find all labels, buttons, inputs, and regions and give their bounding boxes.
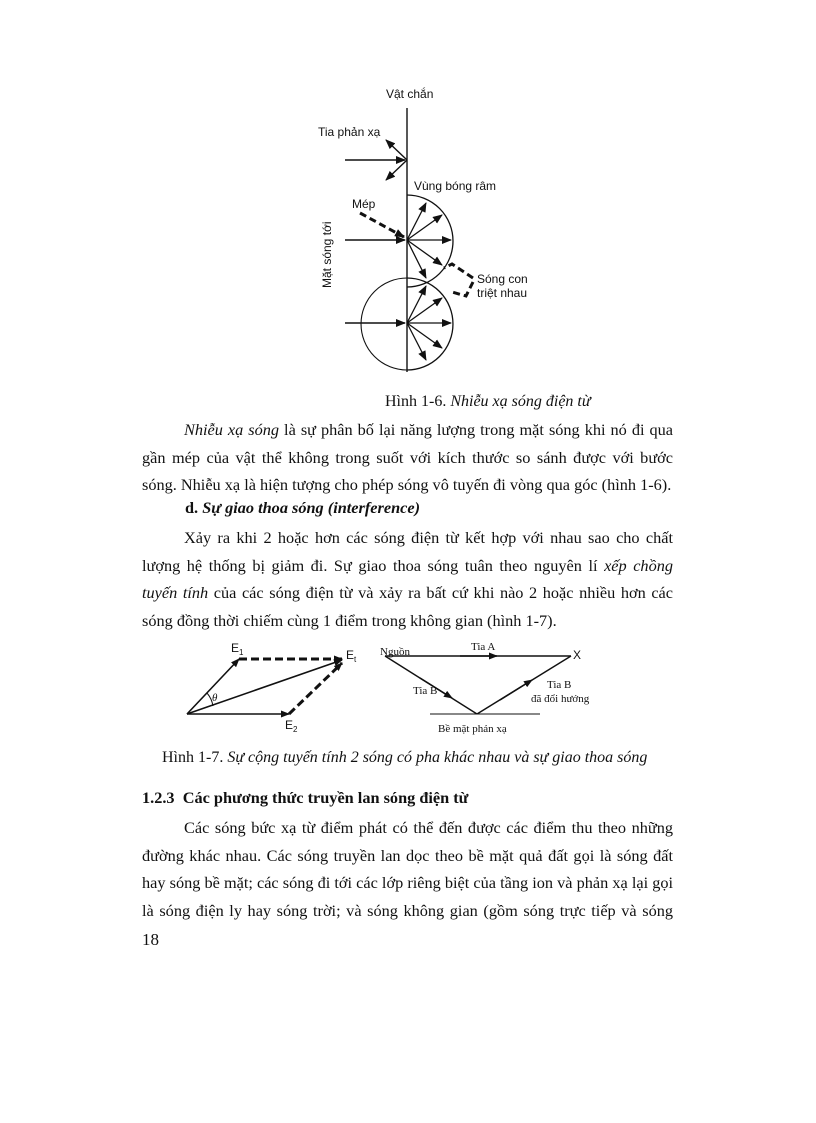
figure6-caption (385, 393, 591, 411)
wavelet-upper-ray-1 (407, 203, 426, 240)
label-source: Nguồn (380, 646, 410, 658)
ray-b-reflected-arrow (500, 680, 532, 700)
label-shadow-zone: Vùng bóng râm (414, 179, 497, 193)
label-e1: $E_1$ (231, 641, 244, 657)
wavelet-lower-left-arc (361, 278, 407, 370)
section-123-title: Các phương thức truyền lan sóng điện từ (182, 788, 469, 807)
section-123-number: 1.2.3 (142, 788, 175, 807)
label-wavelets-2: triệt nhau (477, 286, 528, 300)
label-ray-b-reflected-2: đã đổi hướng (531, 693, 590, 705)
figure6-caption-prefix: Hình 1-6. (385, 393, 451, 410)
label-wavelets-1: Sóng con (477, 272, 528, 286)
wavelet-upper-ray-5 (407, 240, 426, 278)
wavelet-lower-ray-5 (407, 323, 426, 360)
section-123-heading (142, 788, 468, 808)
label-reflecting-surface: Bề mặt phản xạ (438, 723, 507, 735)
label-incident-wavefront: Mặt sóng tới (320, 221, 334, 288)
wavelet-lower-ray-4 (407, 323, 442, 348)
wavelets-pointer-2 (452, 282, 473, 296)
label-ray-b: Tia B (413, 685, 438, 697)
wavelet-lower-ray-1 (407, 286, 426, 323)
edge-pointer (360, 213, 404, 237)
wavelets-pointer (444, 264, 473, 278)
wavelet-lower (407, 278, 453, 370)
figure-diffraction (0, 0, 816, 380)
figure7-caption-title: Sự cộng tuyến tính 2 sóng có pha khác nhau và sự giao thoa sóng (227, 749, 648, 766)
label-ray-a: Tia A (471, 641, 496, 653)
wavelet-upper-ray-4 (407, 240, 442, 265)
label-receiver: X (573, 648, 582, 662)
figure6-caption-title: Nhiễu xạ sóng điện từ (450, 393, 591, 410)
paragraph-diffraction: Nhiễu xạ sóng là sự phân bố lại năng lượng trong mặt sóng khi nó đi qua gần mép của vật thể không trong suốt với kích thước so sánh được với bước sóng. Nhiễu xạ là hiện tượng cho phép sóng vô tuyến đi vòng qua góc (hình 1-6). (142, 420, 674, 494)
vector-e2-dashed (289, 663, 342, 714)
label-theta: θ (212, 692, 218, 704)
figure-interference (0, 630, 816, 740)
wavelet-upper-ray-2 (407, 215, 442, 240)
figure7-caption (162, 749, 647, 767)
label-obstacle: Vật chắn (386, 87, 434, 101)
label-ray-b-reflected-1: Tia B (547, 679, 572, 691)
label-reflected-ray: Tia phản xạ (318, 125, 381, 139)
term-diffraction: Nhiễu xạ sóng (184, 420, 280, 439)
reflected-ray-arrow-2 (386, 160, 407, 180)
label-edge: Mép (352, 197, 376, 211)
wavelet-lower-ray-2 (407, 298, 442, 323)
paragraph-interference: Xảy ra khi 2 hoặc hơn các sóng điện từ kết hợp với nhau sao cho chất lượng hệ thống bị giảm đi. Sự giao thoa sóng tuân theo nguyên lí xếp chồng tuyến tính của các sóng điện từ và xảy ra bất cứ khi nào 2 hoặc nhiều hơn các sóng đồng thời chiếm cùng 1 điểm trong không gian (hình 1-7). (142, 528, 674, 630)
page-number: 18 (142, 930, 159, 949)
label-et: $E_t$ (346, 648, 357, 664)
section-d-heading: d. Sự giao thoa sóng (interference) (185, 498, 420, 517)
label-e2: $E_2$ (285, 718, 298, 734)
reflected-ray-arrow (386, 140, 407, 160)
wavelet-upper (407, 195, 453, 287)
figure7-caption-prefix: Hình 1-7. (162, 749, 228, 766)
paragraph-propagation: Các sóng bức xạ từ điểm phát có thể đến được các điểm thu theo những đường khác nhau. Các sóng truyền lan dọc theo bề mặt quả đất gọi là sóng đất hay sóng bề mặt; các sóng đi tới các lớp riêng biệt của tầng ion và phản xạ lại gọi là sóng điện ly hay sóng trời; và sóng không gian (gồm sóng trực tiếp và sóng (142, 818, 673, 920)
